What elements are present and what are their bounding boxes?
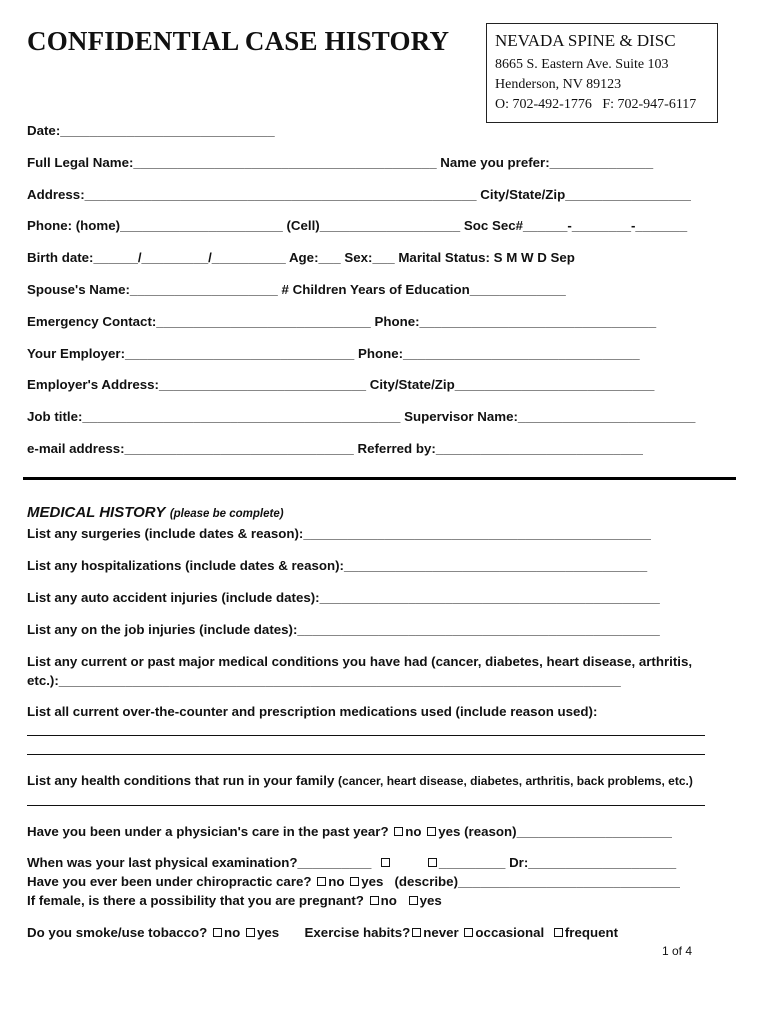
medications-question: List all current over-the-counter and prescription medications used (include reason used): [27,704,598,719]
exam-doctor-field[interactable]: Dr:____________________ [509,855,677,870]
medical-history-subtitle: (please be complete) [169,508,284,520]
smoke-label: Do you smoke/use tobacco? [27,925,208,940]
exercise-never-label: never [423,925,459,940]
email-field[interactable]: e-mail address:_______________________________ Referred by:____________________________ [27,441,643,456]
hospitalizations-field[interactable]: List any hospitalizations (include dates & reason):_________________________________________ [27,558,648,573]
job-title-field[interactable]: Job title:___________________________________________ Supervisor Name:________________________ [27,409,696,424]
clinic-address-line2: Henderson, NV 89123 [495,77,622,92]
smoke-yes-label: yes [256,925,280,940]
form-title: CONFIDENTIAL CASE HISTORY [27,26,450,56]
family-history-examples: (cancer, heart disease, diabetes, arthritis, back problems, etc.) [338,774,693,788]
phone-field[interactable]: Phone: (home)______________________ (Cell)___________________ Soc Sec#______-________-_______ [27,218,688,233]
pregnant-no-label: no [380,893,397,908]
medications-line-2[interactable] [27,754,705,755]
clinic-name: NEVADA SPINE & DISC [495,31,676,50]
physical-exam-label[interactable]: When was your last physical examination?__________ [27,855,372,870]
smoke-no-checkbox[interactable] [213,928,222,937]
birth-date-field[interactable]: Birth date:______/_________/__________ Age:___ Sex:___ Marital Status: S M W D Sep [27,250,575,265]
chiro-yes-checkbox[interactable] [350,877,359,886]
family-history-label: List any health conditions that run in your family [27,773,339,788]
family-history-line[interactable] [27,805,705,806]
exercise-occasional-label: occasional [475,925,545,940]
lifestyle-question [27,925,618,941]
exam-checkbox-2[interactable] [428,858,437,867]
spouse-field[interactable]: Spouse's Name:____________________ # Children Years of Education_____________ [27,282,566,297]
exam-mid-line[interactable]: _________ [438,855,506,870]
chiropractic-question [27,874,680,890]
family-history-question [27,773,693,789]
auto-injuries-field[interactable]: List any auto accident injuries (include dates):______________________________________________ [27,590,660,605]
chiropractic-label: Have you ever been under chiropractic care? [27,874,312,889]
legal-name-field[interactable]: Full Legal Name:_________________________________________ Name you prefer:______________ [27,155,654,170]
emergency-contact-field[interactable]: Emergency Contact:_____________________________ Phone:________________________________ [27,314,657,329]
chiro-no-checkbox[interactable] [317,877,326,886]
pregnant-no-checkbox[interactable] [370,896,379,905]
pregnancy-question [27,893,442,909]
exercise-frequent-checkbox[interactable] [554,928,563,937]
physical-exam-question [27,855,676,871]
chiro-yes-label[interactable]: yes (describe)______________________________ [361,874,680,889]
medical-history-heading [27,504,284,522]
medications-line-1[interactable] [27,735,705,736]
medical-history-title: MEDICAL HISTORY [27,504,166,521]
pregnant-yes-label: yes [419,893,442,908]
exercise-label: Exercise habits? [304,925,411,940]
physician-yes-checkbox[interactable] [427,827,436,836]
conditions-question: List any current or past major medical conditions you have had (cancer, diabetes, heart disease, arthritis, [27,654,693,669]
physician-yes-label[interactable]: yes (reason)_____________________ [438,824,672,839]
pregnant-yes-checkbox[interactable] [409,896,418,905]
conditions-field[interactable]: etc.):____________________________________________________________________________ [27,673,621,688]
exam-checkbox-1[interactable] [381,858,390,867]
exercise-frequent-label: frequent [564,925,619,940]
smoke-no-label: no [224,925,241,940]
physician-care-label: Have you been under a physician's care in the past year? [27,824,389,839]
pregnancy-label: If female, is there a possibility that you are pregnant? [27,893,364,908]
smoke-yes-checkbox[interactable] [246,928,255,937]
chiro-no-label: no [328,874,345,889]
date-field[interactable]: Date:_____________________________ [27,123,275,138]
clinic-address-line1: 8665 S. Eastern Ave. Suite 103 [495,57,669,72]
exercise-never-checkbox[interactable] [412,928,421,937]
clinic-info-box [486,23,718,123]
page-number: 1 of 4 [662,944,693,958]
section-divider [23,477,736,480]
physician-no-checkbox[interactable] [394,827,403,836]
employer-field[interactable]: Your Employer:_______________________________ Phone:________________________________ [27,346,640,361]
clinic-phones: O: 702-492-1776 F: 702-947-6117 [495,97,697,112]
physician-care-question [27,824,672,840]
address-field[interactable]: Address:_____________________________________________________ City/State/Zip_________________ [27,187,691,202]
surgeries-field[interactable]: List any surgeries (include dates & reason):_______________________________________________ [27,526,651,541]
physician-no-label: no [405,824,422,839]
exercise-occasional-checkbox[interactable] [464,928,473,937]
employer-address-field[interactable]: Employer's Address:____________________________ City/State/Zip___________________________ [27,377,655,392]
job-injuries-field[interactable]: List any on the job injuries (include dates):_________________________________________________ [27,622,660,637]
